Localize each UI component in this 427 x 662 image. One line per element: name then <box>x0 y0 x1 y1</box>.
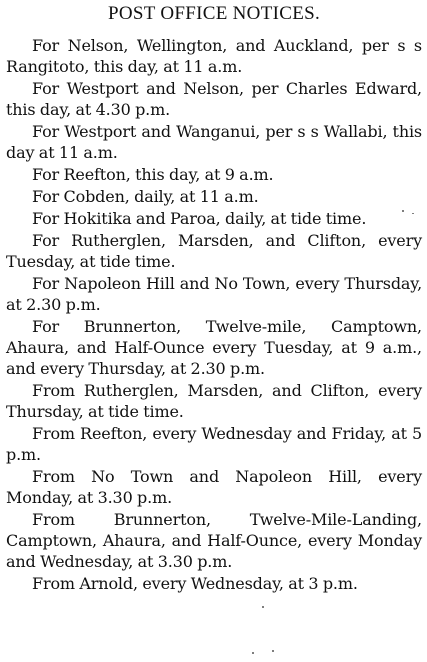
newspaper-column <box>6 0 422 595</box>
notice-item: For Westport and Wanganui, per s s Wallabi, this day at 11 a.m. <box>6 122 422 162</box>
notice-item: For Westport and Nelson, per Charles Edward, this day, at 4.30 p.m. <box>6 79 422 119</box>
notice-item: From Brunnerton, Twelve-Mile-Landing, Camptown, Ahaura, and Half-Ounce, every Monday and Wednesday, at 3.30 p.m. <box>6 510 422 571</box>
ink-speck <box>402 210 404 212</box>
notice-item: From Rutherglen, Marsden, and Clifton, every Thursday, at tide time. <box>6 381 422 421</box>
notice-item: From Arnold, every Wednesday, at 3 p.m. <box>32 574 358 593</box>
notice-item: For Cobden, daily, at 11 a.m. <box>32 187 259 206</box>
notice-item: For Reefton, this day, at 9 a.m. <box>32 165 274 184</box>
notice-item: For Brunnerton, Twelve-mile, Camptown, Ahaura, and Half-Ounce every Tuesday, at 9 a.m., and every Thursday, at 2.30 p.m. <box>6 317 422 378</box>
column-heading: POST OFFICE NOTICES. <box>107 3 321 24</box>
ink-speck <box>252 652 254 654</box>
ink-speck <box>412 213 414 214</box>
notice-item: From Reefton, every Wednesday and Friday, at 5 p.m. <box>6 424 422 464</box>
notice-item: For Nelson, Wellington, and Auckland, per s s Rangitoto, this day, at 11 a.m. <box>6 36 422 76</box>
ink-speck <box>272 650 274 652</box>
notice-item: From No Town and Napoleon Hill, every Monday, at 3.30 p.m. <box>6 467 422 507</box>
ink-speck <box>262 606 264 608</box>
notice-item: For Napoleon Hill and No Town, every Thursday, at 2.30 p.m. <box>6 274 422 314</box>
notice-item: For Rutherglen, Marsden, and Clifton, every Tuesday, at tide time. <box>6 231 422 271</box>
notice-item: For Hokitika and Paroa, daily, at tide time. <box>32 209 367 228</box>
